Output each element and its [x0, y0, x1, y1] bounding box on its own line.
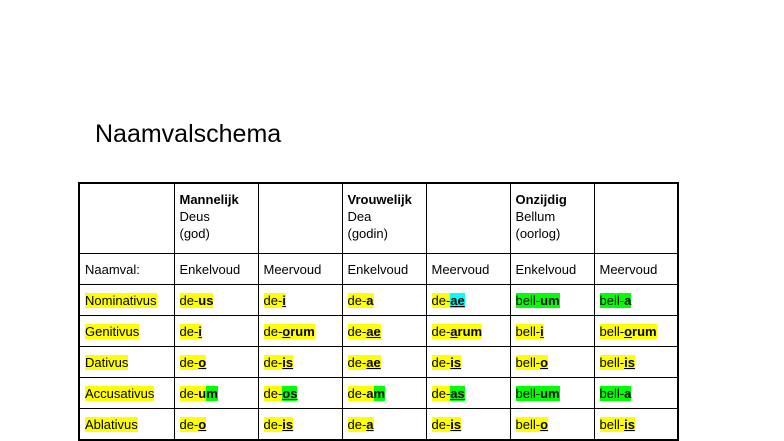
word-ending: rum — [457, 323, 483, 339]
word-ending-underlined: is — [450, 354, 462, 370]
form-cell — [510, 378, 594, 409]
word-stem: de- — [179, 354, 199, 370]
word-ending: a — [366, 292, 374, 308]
word-form — [600, 324, 657, 339]
form-cell — [342, 316, 426, 347]
header-cell-onzijdig — [510, 183, 594, 254]
header-cell — [426, 183, 510, 254]
table-row — [79, 347, 678, 378]
example-word: Bellum — [515, 209, 556, 224]
gender-label: Mannelijk — [179, 192, 239, 207]
word-form — [180, 293, 214, 308]
word-form — [348, 386, 386, 401]
form-cell — [258, 409, 342, 441]
word-ending-underlined: o — [540, 416, 549, 432]
word-stem: bell- — [515, 292, 541, 308]
form-cell — [342, 347, 426, 378]
word-form — [600, 386, 632, 401]
word-ending-underlined: is — [624, 416, 635, 432]
form-cell — [342, 409, 426, 441]
case-name: Ablativus — [85, 416, 138, 432]
case-name: Dativus — [85, 354, 129, 370]
word-stem: de- — [431, 323, 451, 339]
form-cell — [426, 378, 510, 409]
word-ending-underlined: is — [282, 416, 294, 432]
word-ending-underlined: os — [282, 385, 298, 401]
table-row — [79, 378, 678, 409]
form-cell — [174, 378, 258, 409]
form-cell — [174, 285, 258, 316]
word-stem: de- — [263, 323, 283, 339]
word-stem: de- — [347, 292, 367, 308]
header-row — [79, 183, 678, 254]
form-cell — [426, 409, 510, 441]
header-cell — [258, 183, 342, 254]
word-stem: de- — [179, 385, 199, 401]
word-stem: de- — [431, 354, 451, 370]
form-cell — [342, 285, 426, 316]
word-form — [264, 417, 294, 432]
word-stem: de- — [347, 354, 367, 370]
word-ending-underlined: is — [282, 354, 294, 370]
word-ending-underlined: is — [624, 354, 635, 370]
example-translation: (godin) — [347, 226, 388, 241]
page-title: Naamvalschema — [95, 120, 282, 148]
header-cell — [594, 183, 678, 254]
word-ending-underlined: o — [540, 354, 549, 370]
word-ending: um — [540, 385, 560, 401]
word-form — [180, 386, 218, 401]
word-form — [516, 293, 560, 308]
word-stem: bell- — [599, 354, 625, 370]
form-cell — [258, 285, 342, 316]
word-form — [180, 355, 207, 370]
case-name: Genitivus — [85, 323, 140, 339]
word-ending: rum — [632, 323, 657, 339]
form-cell — [174, 347, 258, 378]
form-cell — [510, 285, 594, 316]
word-form — [264, 293, 286, 308]
case-name-cell — [79, 347, 174, 378]
word-stem: de- — [179, 292, 199, 308]
word-ending: us — [198, 292, 214, 308]
example-translation: (oorlog) — [515, 226, 561, 241]
word-ending-underlined: a — [366, 416, 374, 432]
form-cell — [342, 378, 426, 409]
word-ending-underlined: ae — [366, 323, 381, 339]
word-ending: rum — [290, 323, 315, 339]
word-form — [264, 386, 298, 401]
word-stem: de- — [179, 323, 199, 339]
subheader-cell: Meervoud — [594, 254, 678, 285]
word-ending: a — [366, 385, 374, 401]
form-cell — [258, 316, 342, 347]
case-rows — [79, 285, 678, 441]
form-cell — [510, 347, 594, 378]
word-stem: de- — [179, 416, 199, 432]
header-cell-mannelijk — [174, 183, 258, 254]
word-ending: a — [624, 385, 632, 401]
word-form — [516, 324, 544, 339]
subheader-cell: Enkelvoud — [342, 254, 426, 285]
word-form — [180, 417, 207, 432]
word-stem: de- — [263, 385, 283, 401]
word-stem: bell- — [515, 323, 541, 339]
word-stem: bell- — [515, 385, 541, 401]
example-translation: (god) — [179, 226, 210, 241]
word-stem: bell- — [599, 416, 625, 432]
word-form — [432, 417, 462, 432]
form-cell — [594, 316, 678, 347]
word-ending-underlined: is — [450, 416, 462, 432]
form-cell — [594, 378, 678, 409]
word-form — [348, 324, 381, 339]
subheader-cell: Meervoud — [426, 254, 510, 285]
form-cell — [594, 409, 678, 441]
word-ending-underlined: ae — [366, 354, 381, 370]
case-name-cell — [79, 378, 174, 409]
case-name-cell — [79, 285, 174, 316]
word-form — [432, 355, 462, 370]
word-stem: bell- — [599, 385, 625, 401]
word-ending: a — [624, 292, 632, 308]
word-form — [516, 417, 549, 432]
header-cell-vrouwelijk — [342, 183, 426, 254]
subheader-row — [79, 254, 678, 285]
word-form — [516, 355, 549, 370]
form-cell — [594, 285, 678, 316]
form-cell — [174, 316, 258, 347]
case-name-cell — [79, 409, 174, 441]
word-form — [348, 355, 381, 370]
case-name: Accusativus — [85, 385, 155, 401]
word-ending-underlined: o — [198, 354, 207, 370]
word-ending-underlined: as — [450, 385, 465, 401]
word-ending-underlined: i — [198, 323, 202, 339]
word-ending-highlight: m — [206, 385, 218, 401]
word-stem: bell- — [515, 354, 541, 370]
word-form — [264, 324, 315, 339]
subheader-cell: Meervoud — [258, 254, 342, 285]
word-stem: bell- — [599, 292, 625, 308]
gender-label: Vrouwelijk — [347, 192, 412, 207]
word-stem: bell- — [515, 416, 541, 432]
form-cell — [426, 347, 510, 378]
word-stem: de- — [431, 292, 451, 308]
table-row — [79, 409, 678, 441]
word-form — [432, 386, 465, 401]
word-form — [600, 355, 635, 370]
word-ending-underlined: ae — [450, 292, 465, 308]
word-form — [600, 293, 632, 308]
form-cell — [258, 378, 342, 409]
word-form — [432, 324, 483, 339]
word-ending-underlined: o — [198, 416, 207, 432]
word-stem: de- — [263, 354, 283, 370]
form-cell — [594, 347, 678, 378]
word-form — [348, 417, 374, 432]
word-form — [600, 417, 635, 432]
word-ending-underlined: o — [624, 323, 633, 339]
form-cell — [426, 285, 510, 316]
word-stem: de- — [431, 416, 451, 432]
case-name: Nominativus — [85, 292, 157, 308]
word-form — [432, 293, 465, 308]
word-ending-underlined: a — [450, 323, 458, 339]
word-ending: um — [540, 292, 560, 308]
subheader-cell: Enkelvoud — [174, 254, 258, 285]
word-ending: u — [198, 385, 207, 401]
word-stem: de- — [347, 385, 367, 401]
case-name-cell — [79, 316, 174, 347]
word-stem: de- — [431, 385, 451, 401]
word-form — [348, 293, 374, 308]
word-form — [180, 324, 202, 339]
form-cell — [426, 316, 510, 347]
declension-table — [78, 182, 679, 441]
word-form — [264, 355, 294, 370]
table-row — [79, 285, 678, 316]
subheader-cell: Naamval: — [79, 254, 174, 285]
header-cell — [79, 183, 174, 254]
word-ending-underlined: o — [282, 323, 291, 339]
word-stem: de- — [347, 323, 367, 339]
word-ending-underlined: i — [282, 292, 286, 308]
word-stem: bell- — [599, 323, 625, 339]
word-ending-underlined: i — [540, 323, 544, 339]
word-ending-highlight: m — [373, 385, 386, 401]
form-cell — [510, 316, 594, 347]
gender-label: Onzijdig — [515, 192, 567, 207]
table-row — [79, 316, 678, 347]
word-form — [516, 386, 560, 401]
example-word: Deus — [179, 209, 210, 224]
form-cell — [510, 409, 594, 441]
subheader-cell: Enkelvoud — [510, 254, 594, 285]
form-cell — [174, 409, 258, 441]
word-stem: de- — [263, 416, 283, 432]
word-stem: de- — [263, 292, 283, 308]
example-word: Dea — [347, 209, 372, 224]
form-cell — [258, 347, 342, 378]
word-stem: de- — [347, 416, 367, 432]
